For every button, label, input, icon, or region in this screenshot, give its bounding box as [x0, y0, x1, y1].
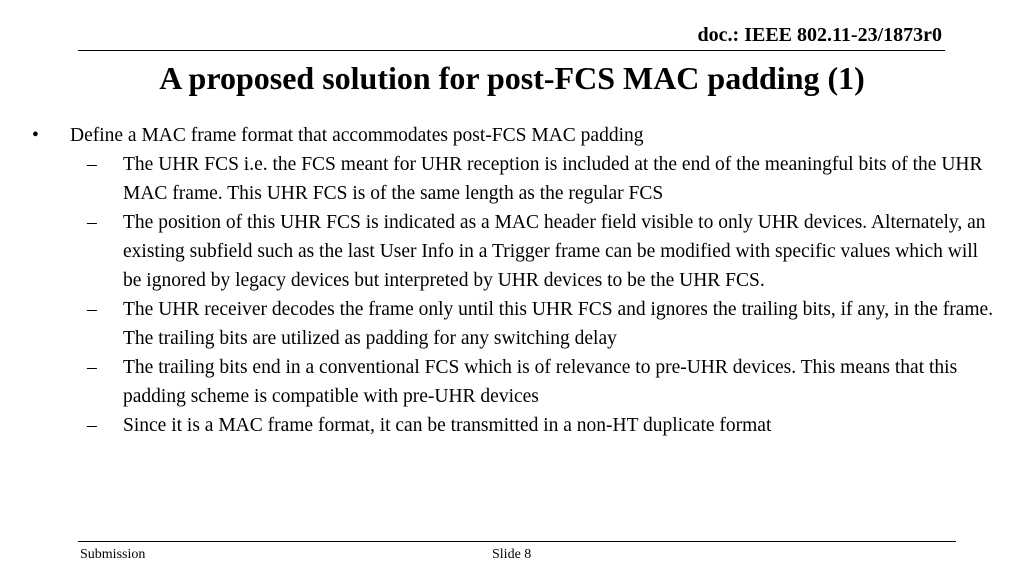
bullet-item: [30, 121, 1000, 150]
slide-title: A proposed solution for post-FCS MAC padding (1): [159, 60, 865, 96]
sub-bullet-marker: –: [87, 212, 97, 233]
bullet-marker: •: [32, 125, 39, 146]
sub-bullet-item: [30, 150, 1000, 208]
sub-bullet-text: The UHR FCS i.e. the FCS meant for UHR reception is included at the end of the meaningful bits of the UHR MAC frame. This UHR FCS is of the same length as the regular FCS: [123, 154, 983, 204]
slide-body: [30, 121, 1000, 440]
sub-bullet-marker: –: [87, 154, 97, 175]
sub-bullet-marker: –: [87, 357, 97, 378]
sub-bullet-item: [30, 295, 1000, 353]
sub-bullet-item: [30, 208, 1000, 295]
sub-bullet-marker: –: [87, 299, 97, 320]
sub-bullet-item: [30, 411, 1000, 440]
slide-number: Slide 8: [492, 547, 532, 562]
bullet-text: Define a MAC frame format that accommodates post-FCS MAC padding: [70, 125, 644, 146]
sub-bullet-marker: –: [87, 415, 97, 436]
footer-divider: [78, 541, 956, 542]
sub-bullet-text: The trailing bits end in a conventional FCS which is of relevance to pre-UHR devices. This means that this padding scheme is compatible with pre-UHR devices: [123, 357, 958, 407]
sub-bullet-item: [30, 353, 1000, 411]
sub-bullet-text: The UHR receiver decodes the frame only until this UHR FCS and ignores the trailing bits, if any, in the frame. The trailing bits are utilized as padding for any switching delay: [123, 299, 994, 349]
sub-bullet-text: The position of this UHR FCS is indicated as a MAC header field visible to only UHR devices. Alternately, an existing subfield such as the last User Info in a Trigger frame can be modified with specific values which will be ignored by legacy devices but interpreted by UHR devices to be the UHR FCS.: [123, 212, 986, 291]
sub-bullet-text: Since it is a MAC frame format, it can be transmitted in a non-HT duplicate format: [123, 415, 772, 436]
header-divider: [78, 50, 945, 51]
footer-submission: Submission: [80, 547, 146, 562]
document-id: doc.: IEEE 802.11-23/1873r0: [697, 24, 942, 46]
